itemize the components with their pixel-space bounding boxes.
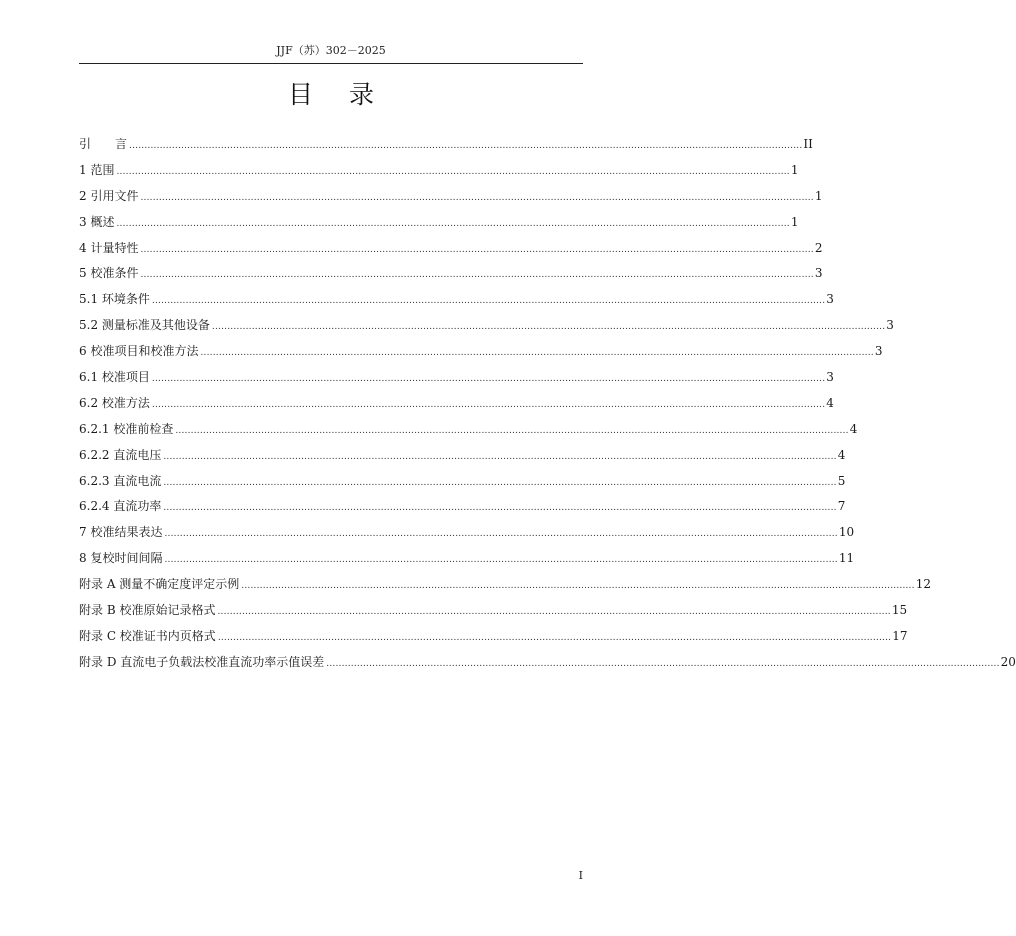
toc-leader-dots: ............................................................................................................................................................................................................................ [200,348,874,359]
toc-leader-dots: ............................................................................................................................................................................................................................ [163,503,837,514]
toc-entry-page: 3 [814,266,823,281]
toc-entry-page: 10 [838,525,855,540]
header-divider [79,63,583,64]
toc-leader-dots: ............................................................................................................................................................................................................................ [241,581,915,592]
toc-leader-dots: ............................................................................................................................................................................................................................ [164,529,838,540]
toc-leader-dots: ............................................................................................................................................................................................................................ [151,399,826,410]
toc-entry[interactable] [79,265,823,291]
toc-entry-label: 附录 B 校准原始记录格式 [79,603,216,618]
toc-entry-label: 附录 C 校准证书内页格式 [79,628,216,643]
toc-entry[interactable] [79,317,894,343]
toc-entry-label: 8 复校时间间隔 [79,551,163,566]
toc-leader-dots: ............................................................................................................................................................................................................................ [116,218,790,229]
toc-leader-dots: ............................................................................................................................................................................................................................ [129,141,803,151]
toc-leader-dots: ............................................................................................................................................................................................................................ [163,451,837,462]
toc-leader-dots: ............................................................................................................................................................................................................................ [140,244,814,255]
toc-entry-page: 4 [826,395,834,410]
toc-entry-label: 引 言 [79,137,128,151]
toc-entry[interactable] [79,654,1016,680]
toc-entry-label: 2 引用文件 [79,188,139,203]
toc-entry-page: II [803,137,813,151]
toc-entry[interactable] [79,369,834,395]
toc-entry-page: 2 [814,240,823,255]
toc-entry[interactable] [79,240,823,266]
page-title: 目录 [287,80,410,109]
toc-entry-label: 6.2.3 直流电流 [79,473,162,488]
toc-entry-label: 6.2.1 校准前检查 [79,421,174,436]
toc-entry-page: 4 [837,447,846,462]
toc-entry-label: 附录 D 直流电子负载法校准直流功率示值误差 [79,654,325,669]
toc-leader-dots: ............................................................................................................................................................................................................................ [140,192,814,203]
toc-entry[interactable] [79,524,855,550]
toc-entry-label: 5.2 测量标准及其他设备 [79,318,210,333]
toc-entry[interactable] [79,162,799,188]
toc-entry-page: 17 [892,628,908,643]
toc-entry-label: 6 校准项目和校准方法 [79,344,199,359]
toc-entry-label: 6.1 校准项目 [79,370,150,385]
toc-entry-page: 1 [790,162,799,177]
toc-entry-label: 5.1 环境条件 [79,292,150,307]
toc-leader-dots: ............................................................................................................................................................................................................................ [151,296,826,307]
toc-entry-page: 12 [915,577,931,592]
toc-entry-page: 3 [826,292,834,307]
page-number: I [578,869,583,882]
toc-entry-label: 6.2 校准方法 [79,395,150,410]
toc-leader-dots: ............................................................................................................................................................................................................................ [164,555,838,566]
toc-entry[interactable] [79,343,883,369]
toc-leader-dots: ............................................................................................................................................................................................................................ [140,270,814,281]
toc-entry[interactable] [79,188,823,214]
toc-entry[interactable] [79,473,846,499]
toc-entry-page: 3 [826,370,834,385]
toc-entry-page: 11 [838,551,855,566]
toc-entry-page: 15 [891,603,908,618]
toc-entry-page: 3 [874,344,883,359]
toc-leader-dots: ............................................................................................................................................................................................................................ [211,322,886,333]
toc-entry-page: 1 [790,214,799,229]
toc-entry-page: 20 [1000,654,1016,669]
toc-entry[interactable] [79,550,855,576]
toc-leader-dots: ............................................................................................................................................................................................................................ [116,166,790,177]
toc-leader-dots: ............................................................................................................................................................................................................................ [217,632,892,643]
toc-entry[interactable] [79,576,931,602]
toc-entry[interactable] [79,395,834,421]
toc-entry[interactable] [79,421,858,447]
toc-entry[interactable] [79,447,846,473]
toc-entry[interactable] [79,602,908,628]
toc-entry-page: 5 [837,473,846,488]
toc-entry-page: 3 [886,318,894,333]
running-header: JJF（苏）302－2025 [276,44,386,57]
toc-leader-dots: ............................................................................................................................................................................................................................ [175,425,849,436]
toc-entry-label: 4 计量特性 [79,240,139,255]
toc-leader-dots: ............................................................................................................................................................................................................................ [326,658,1000,669]
toc-entry-page: 1 [814,188,823,203]
toc-entry-label: 7 校准结果表达 [79,525,163,540]
toc-entry[interactable] [79,628,908,654]
toc-entry-label: 6.2.4 直流功率 [79,499,162,514]
toc-leader-dots: ............................................................................................................................................................................................................................ [217,607,891,618]
toc-entry[interactable] [79,214,799,240]
toc-entry-label: 5 校准条件 [79,266,139,281]
toc-entry-label: 附录 A 测量不确定度评定示例 [79,577,240,592]
toc-leader-dots: ............................................................................................................................................................................................................................ [151,374,826,385]
toc-entry-label: 1 范围 [79,162,115,177]
toc-entry[interactable] [79,291,834,317]
toc-entry-label: 6.2.2 直流电压 [79,447,162,462]
table-of-contents [79,136,1016,680]
toc-entry-page: 7 [837,499,846,514]
toc-entry[interactable] [79,136,813,162]
toc-leader-dots: ............................................................................................................................................................................................................................ [163,477,837,488]
toc-entry-page: 4 [849,421,858,436]
toc-entry[interactable] [79,498,846,524]
toc-entry-label: 3 概述 [79,214,115,229]
